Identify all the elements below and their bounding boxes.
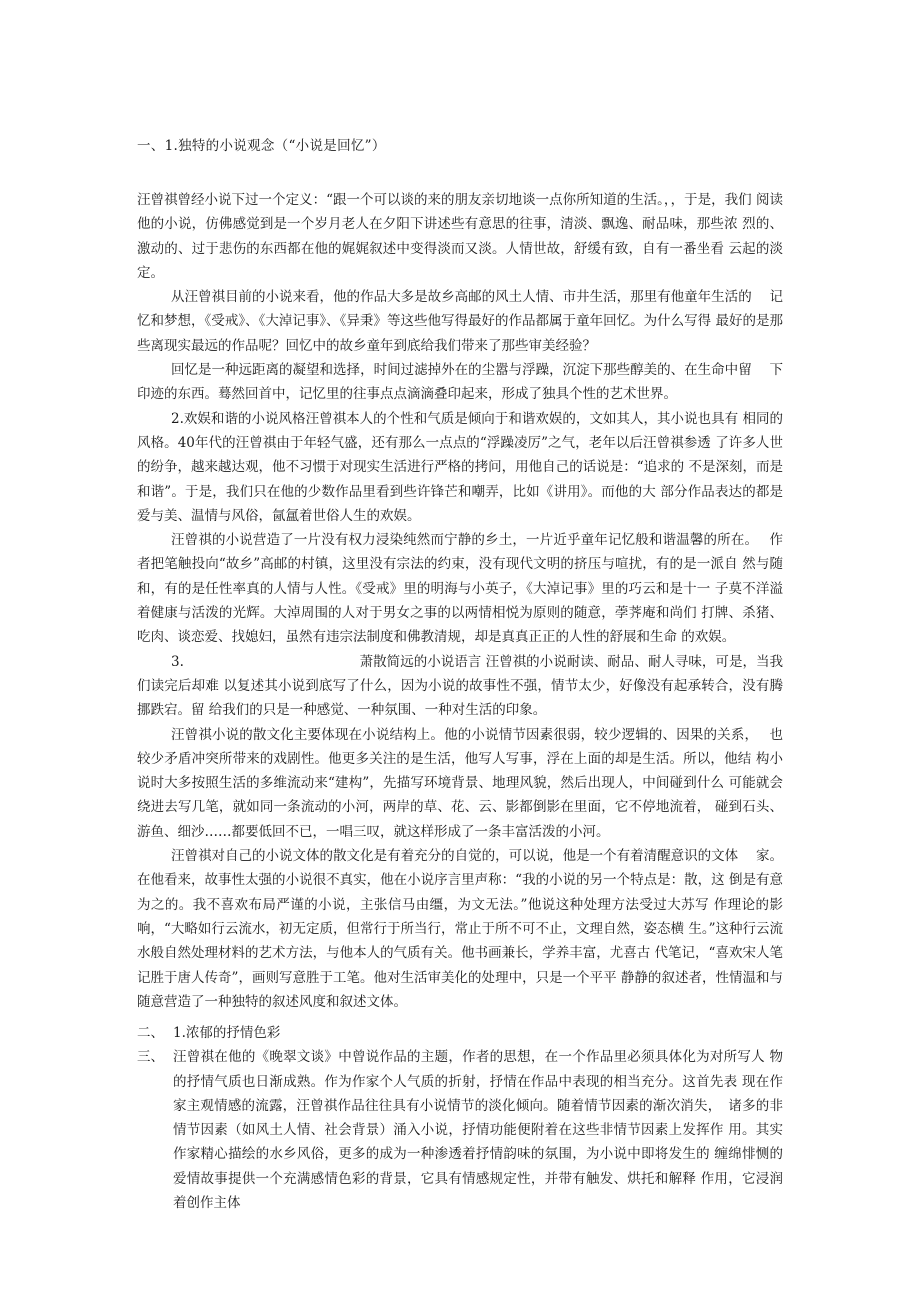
- list-marker: 三、: [137, 1049, 164, 1066]
- paragraph: 汪曾祺曾经小说下过一个定义：“跟一个可以谈的来的朋友亲切地谈一点你所知道的生活。，，于是，我们 阅读他的小说，仿佛感觉到是一个岁月老人在夕阳下讲述些有意思的往事，清淡、飘逸、耐品味，那些浓 烈的、激动的、过于悲伤的东西都在他的娓娓叙述中变得淡而又淡。人情世故，舒缓有致，自有一番坐看 云起的淡定。: [137, 192, 783, 281]
- list-item-text: 1.浓郁的抒情色彩: [173, 1025, 281, 1041]
- list-item: [137, 1021, 783, 1045]
- paragraph: 汪曾祺小说的散文化主要体现在小说结构上。他的小说情节因素很弱，较少逻辑的、因果的关系， 也较少矛盾冲突所带来的戏剧性。他更多关注的是生活，他写人写事，浮在上面的却是生活。所以，他结 构小说时大多按照生活的多维流动来“建构”，先描写环境背景、地理风貌，然后出现人，中间碰到什么 可能就会绕进去写几笔，就如同一条流动的小河，两岸的草、花、云、影都倒影在里面，它不停地流着， 碰到石头、游鱼、细沙……都要低回不已，一唱三叹，就这样形成了一条丰富活泼的小河。: [137, 726, 783, 840]
- list-item: [137, 1045, 783, 1215]
- paragraph: 汪曾祺的小说营造了一片没有权力浸染纯然而宁静的乡土，一片近乎童年记忆般和谐温馨的所在。 作者把笔触投向“故乡”高邮的村镇，这里没有宗法的约束，没有现代文明的挤压与喧扰，有的是一派自 然与随和，有的是任性率真的人情与人性。《受戒》里的明海与小英子，《大淖记事》里的巧云和是十一 子莫不洋溢着健康与活泼的光辉。大淖周围的人对于男女之事的以两情相悦为原则的随意，荸荠庵和尚们 打牌、杀猪、吃肉、谈恋爱、找媳妇，虽然有违宗法制度和佛教清规，却是真真正正的人性的舒展和生命 的欢娱。: [137, 532, 783, 646]
- paragraph: 从汪曾祺目前的小说来看，他的作品大多是故乡高邮的风土人情、市井生活，那里有他童年生活的 记忆和梦想，《受戒》、《大淖记事》、《异秉》等这些他写得最好的作品都属于童年回忆。为什么写得 最好的是那些离现实最远的作品呢？回忆中的故乡童年到底给我们带来了那些审美经验？: [137, 289, 783, 354]
- numbered-list: [137, 1021, 783, 1215]
- list-marker: 二、: [137, 1025, 164, 1041]
- list-item-text: 汪曾祺在他的《晚翠文谈》中曾说作品的主题，作者的思想，在一个作品里必须具体化为对所写人 物的抒情气质也日渐成熟。作为作家个人气质的折射，抒情在作品中表现的相当充分。这首先表 现在作家主观情感的流露，汪曾祺作品往往具有小说情节的淡化倾向。随着情节因素的渐次消失， 诸多的非情节因素（如风土人情、社会背景）涌入小说，抒情功能便附着在这些非情节因素上发挥作 用。其实作家精心描绘的水乡风俗，更多的成为一种渗透着抒情韵味的氛围，为小说中即将发生的 缠绵悱恻的爱情故事提供一个充满感情色彩的背景，它具有情感规定性，并带有触发、烘托和解释 作用，它浸润着创作主体: [173, 1049, 783, 1212]
- section-heading: 一、1.独特的小说观念（“小说是回忆”）: [137, 138, 386, 154]
- body-text: [137, 188, 783, 1014]
- paragraph: 回忆是一种远距离的凝望和选择，时间过滤掉外在的尘嚣与浮躁，沉淀下那些醇美的、在生命中留 下印迹的东西。蓦然回首中，记忆里的往事点点滴滴叠印起来，形成了独具个性的艺术世界。: [137, 362, 783, 403]
- paragraph: 2.欢娱和谐的小说风格汪曾祺本人的个性和气质是倾向于和谐欢娱的，文如其人，其小说也具有 相同的风格。40年代的汪曾祺由于年轻气盛，还有那么一点点的“浮躁凌厉”之气，老年以后汪曾祺参透 了许多人世的纷争，越来越达观，他不习惯于对现实生活进行严格的拷问，用他自己的话说是：“追求的 不是深刻，而是和谐”。于是，我们只在他的少数作品里看到些许锋芒和嘲弄，比如《讲用》。而他的大 部分作品表达的都是爱与美、温情与风俗，氤氲着世俗人生的欢娱。: [137, 410, 783, 524]
- paragraph: 汪曾祺对自己的小说文体的散文化是有着充分的自觉的，可以说，他是一个有着清醒意识的文体 家。在他看来，故事性太强的小说很不真实，他在小说序言里声称：“我的小说的另一个特点是：散，这 倒是有意为之的。我不喜欢布局严谨的小说，主张信马由缰，为文无法。”他说这种处理方法受过大苏写 作理论的影响，“大略如行云流水，初无定质，但常行于所当行，常止于所不可不止，文理自然，姿态横 生。”这种行云流水般自然处理材料的艺术方法，与他本人的气质有关。他书画兼长，学养丰富，尤喜古 代笔记，“喜欢宋人笔记胜于唐人传奇”，画则写意胜于工笔。他对生活审美化的处理中，只是一个平平 静静的叙述者，性情温和与随意营造了一种独特的叙述风度和叙述文体。: [137, 848, 783, 1010]
- paragraph: 3. 萧散简远的小说语言 汪曾祺的小说耐读、耐品、耐人寻味，可是，当我们读完后却难 以复述其小说到底写了什么，因为小说的故事性不强，情节太少，好像没有起承转合，没有腾挪跌宕。留 给我们的只是一种感觉、一种氛围、一种对生活的印象。: [137, 653, 783, 719]
